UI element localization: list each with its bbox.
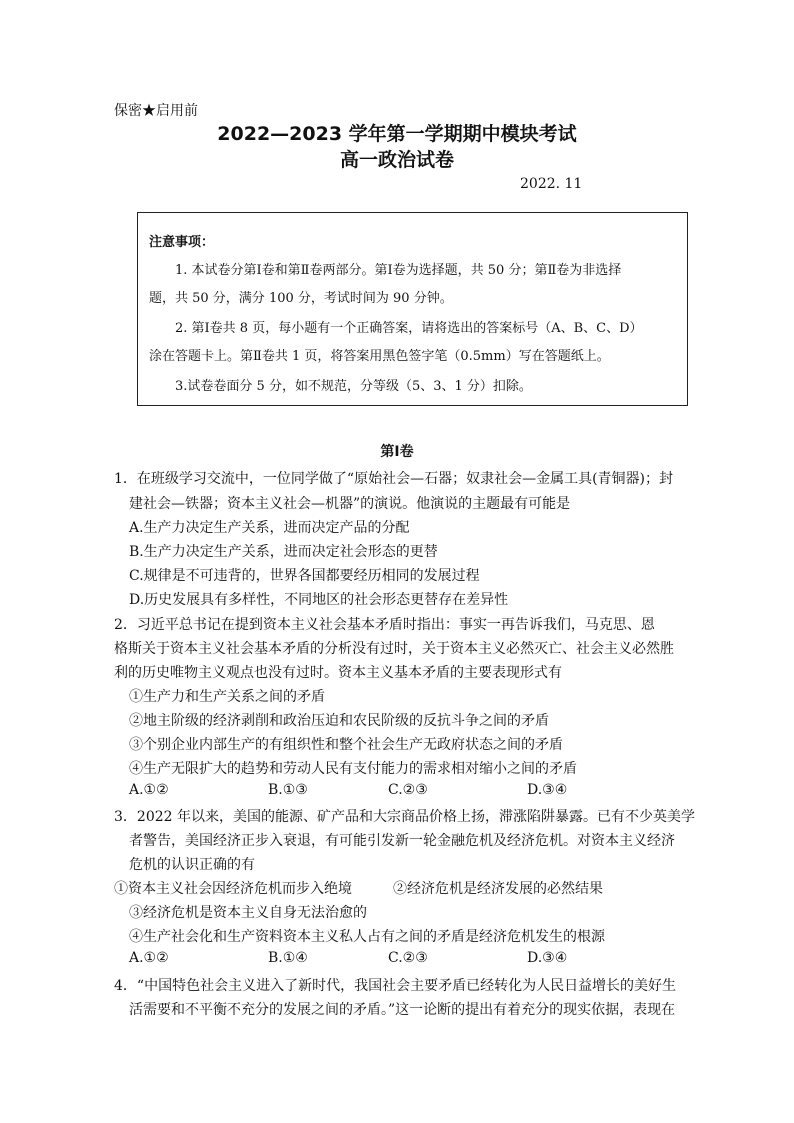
notice-item-2-cont: 涂在答题卡上。第Ⅱ卷共 1 页，将答案用黑色签字笔（0.5mm）写在答题纸上。: [149, 349, 610, 364]
q3-stem: 3．2022 年以来，美国的能源、矿产品和大宗商品价格上扬，滞涨陷阱暴露。已有不少英美学: [114, 809, 695, 825]
q3-statement-2: ②经济危机是经济发展的必然结果: [393, 881, 603, 897]
q2-option-b: B.①③: [268, 782, 308, 798]
q1-option-b: B.生产力决定生产关系，进而决定社会形态的更替: [129, 544, 438, 560]
notice-title: 注意事项：: [149, 235, 215, 250]
q4-stem-cont: 活需要和不平衡不充分的发展之间的矛盾。”这一论断的提出有着充分的现实依据，表现在: [129, 1002, 676, 1018]
q3-statement-1: ①资本主义社会因经济危机而步入绝境: [114, 881, 352, 897]
q4-stem: 4．“中国特色社会主义进入了新时代，我国社会主要矛盾已经转化为人民日益增长的美好生: [114, 978, 677, 994]
exam-date: 2022. 11: [520, 176, 583, 192]
q1-stem: 1．在班级学习交流中，一位同学做了“原始社会—石器；奴隶社会—金属工具(青铜器)；封: [114, 471, 673, 487]
q1-option-d: D.历史发展具有多样性，不同地区的社会形态更替存在差异性: [129, 592, 509, 608]
q3-stem-cont-2: 危机的认识正确的有: [129, 857, 255, 873]
q1-stem-cont: 建社会—铁器；资本主义社会—机器”的演说。他演说的主题最有可能是: [129, 496, 571, 512]
q2-option-d: D.③④: [527, 782, 568, 798]
q1-option-c: C.规律是不可违背的，世界各国都要经历相同的发展过程: [129, 568, 480, 584]
q2-stem-cont-2: 利的历史唯物主义观点也没有过时。资本主义基本矛盾的主要表现形式有: [114, 665, 562, 681]
notice-item-1: 1. 本试卷分第Ⅰ卷和第Ⅱ卷两部分。第Ⅰ卷为选择题，共 50 分；第Ⅱ卷为非选择: [175, 263, 622, 278]
notice-item-3: 3.试卷卷面分 5 分，如不规范，分等级（5、3、1 分）扣除。: [175, 379, 532, 394]
q3-option-a: A.①②: [129, 950, 169, 966]
exam-subtitle: 高一政治试卷: [339, 149, 454, 171]
q3-option-c: C.②③: [388, 950, 428, 966]
section-title: 第Ⅰ卷: [380, 444, 414, 460]
q2-stem-cont-1: 格斯关于资本主义社会基本矛盾的分析没有过时，关于资本主义必然灭亡、社会主义必然胜: [114, 641, 674, 657]
exam-title: 2022—2023 学年第一学期期中模块考试: [217, 123, 577, 145]
q2-statement-2: ②地主阶级的经济剥削和政治压迫和农民阶级的反抗斗争之间的矛盾: [129, 713, 549, 729]
q3-option-b: B.①④: [268, 950, 308, 966]
q2-option-c: C.②③: [388, 782, 428, 798]
q2-option-a: A.①②: [129, 782, 169, 798]
q3-statement-3: ③经济危机是资本主义自身无法治愈的: [129, 905, 367, 921]
confidential-label: 保密★启用前: [114, 103, 198, 119]
q1-option-a: A.生产力决定生产关系，进而决定产品的分配: [129, 520, 410, 536]
notice-item-2: 2. 第Ⅰ卷共 8 页，每小题有一个正确答案，请将选出的答案标号（A、B、C、D）: [175, 321, 643, 336]
q2-statement-1: ①生产力和生产关系之间的矛盾: [129, 689, 325, 705]
q2-statement-3: ③个别企业内部生产的有组织性和整个社会生产无政府状态之间的矛盾: [129, 737, 563, 753]
q3-statement-4: ④生产社会化和生产资料资本主义私人占有之间的矛盾是经济危机发生的根源: [129, 929, 605, 945]
notice-item-1-cont: 题，共 50 分，满分 100 分，考试时间为 90 分钟。: [149, 291, 453, 306]
q2-stem: 2．习近平总书记在提到资本主义社会基本矛盾时指出：事实一再告诉我们，马克思、恩: [114, 617, 655, 633]
notice-box: [137, 212, 688, 406]
q3-stem-cont-1: 者警告，美国经济正步入衰退，有可能引发新一轮金融危机及经济危机。对资本主义经济: [129, 833, 675, 849]
q2-statement-4: ④生产无限扩大的趋势和劳动人民有支付能力的需求相对缩小之间的矛盾: [129, 761, 577, 777]
q3-option-d: D.③④: [527, 950, 568, 966]
